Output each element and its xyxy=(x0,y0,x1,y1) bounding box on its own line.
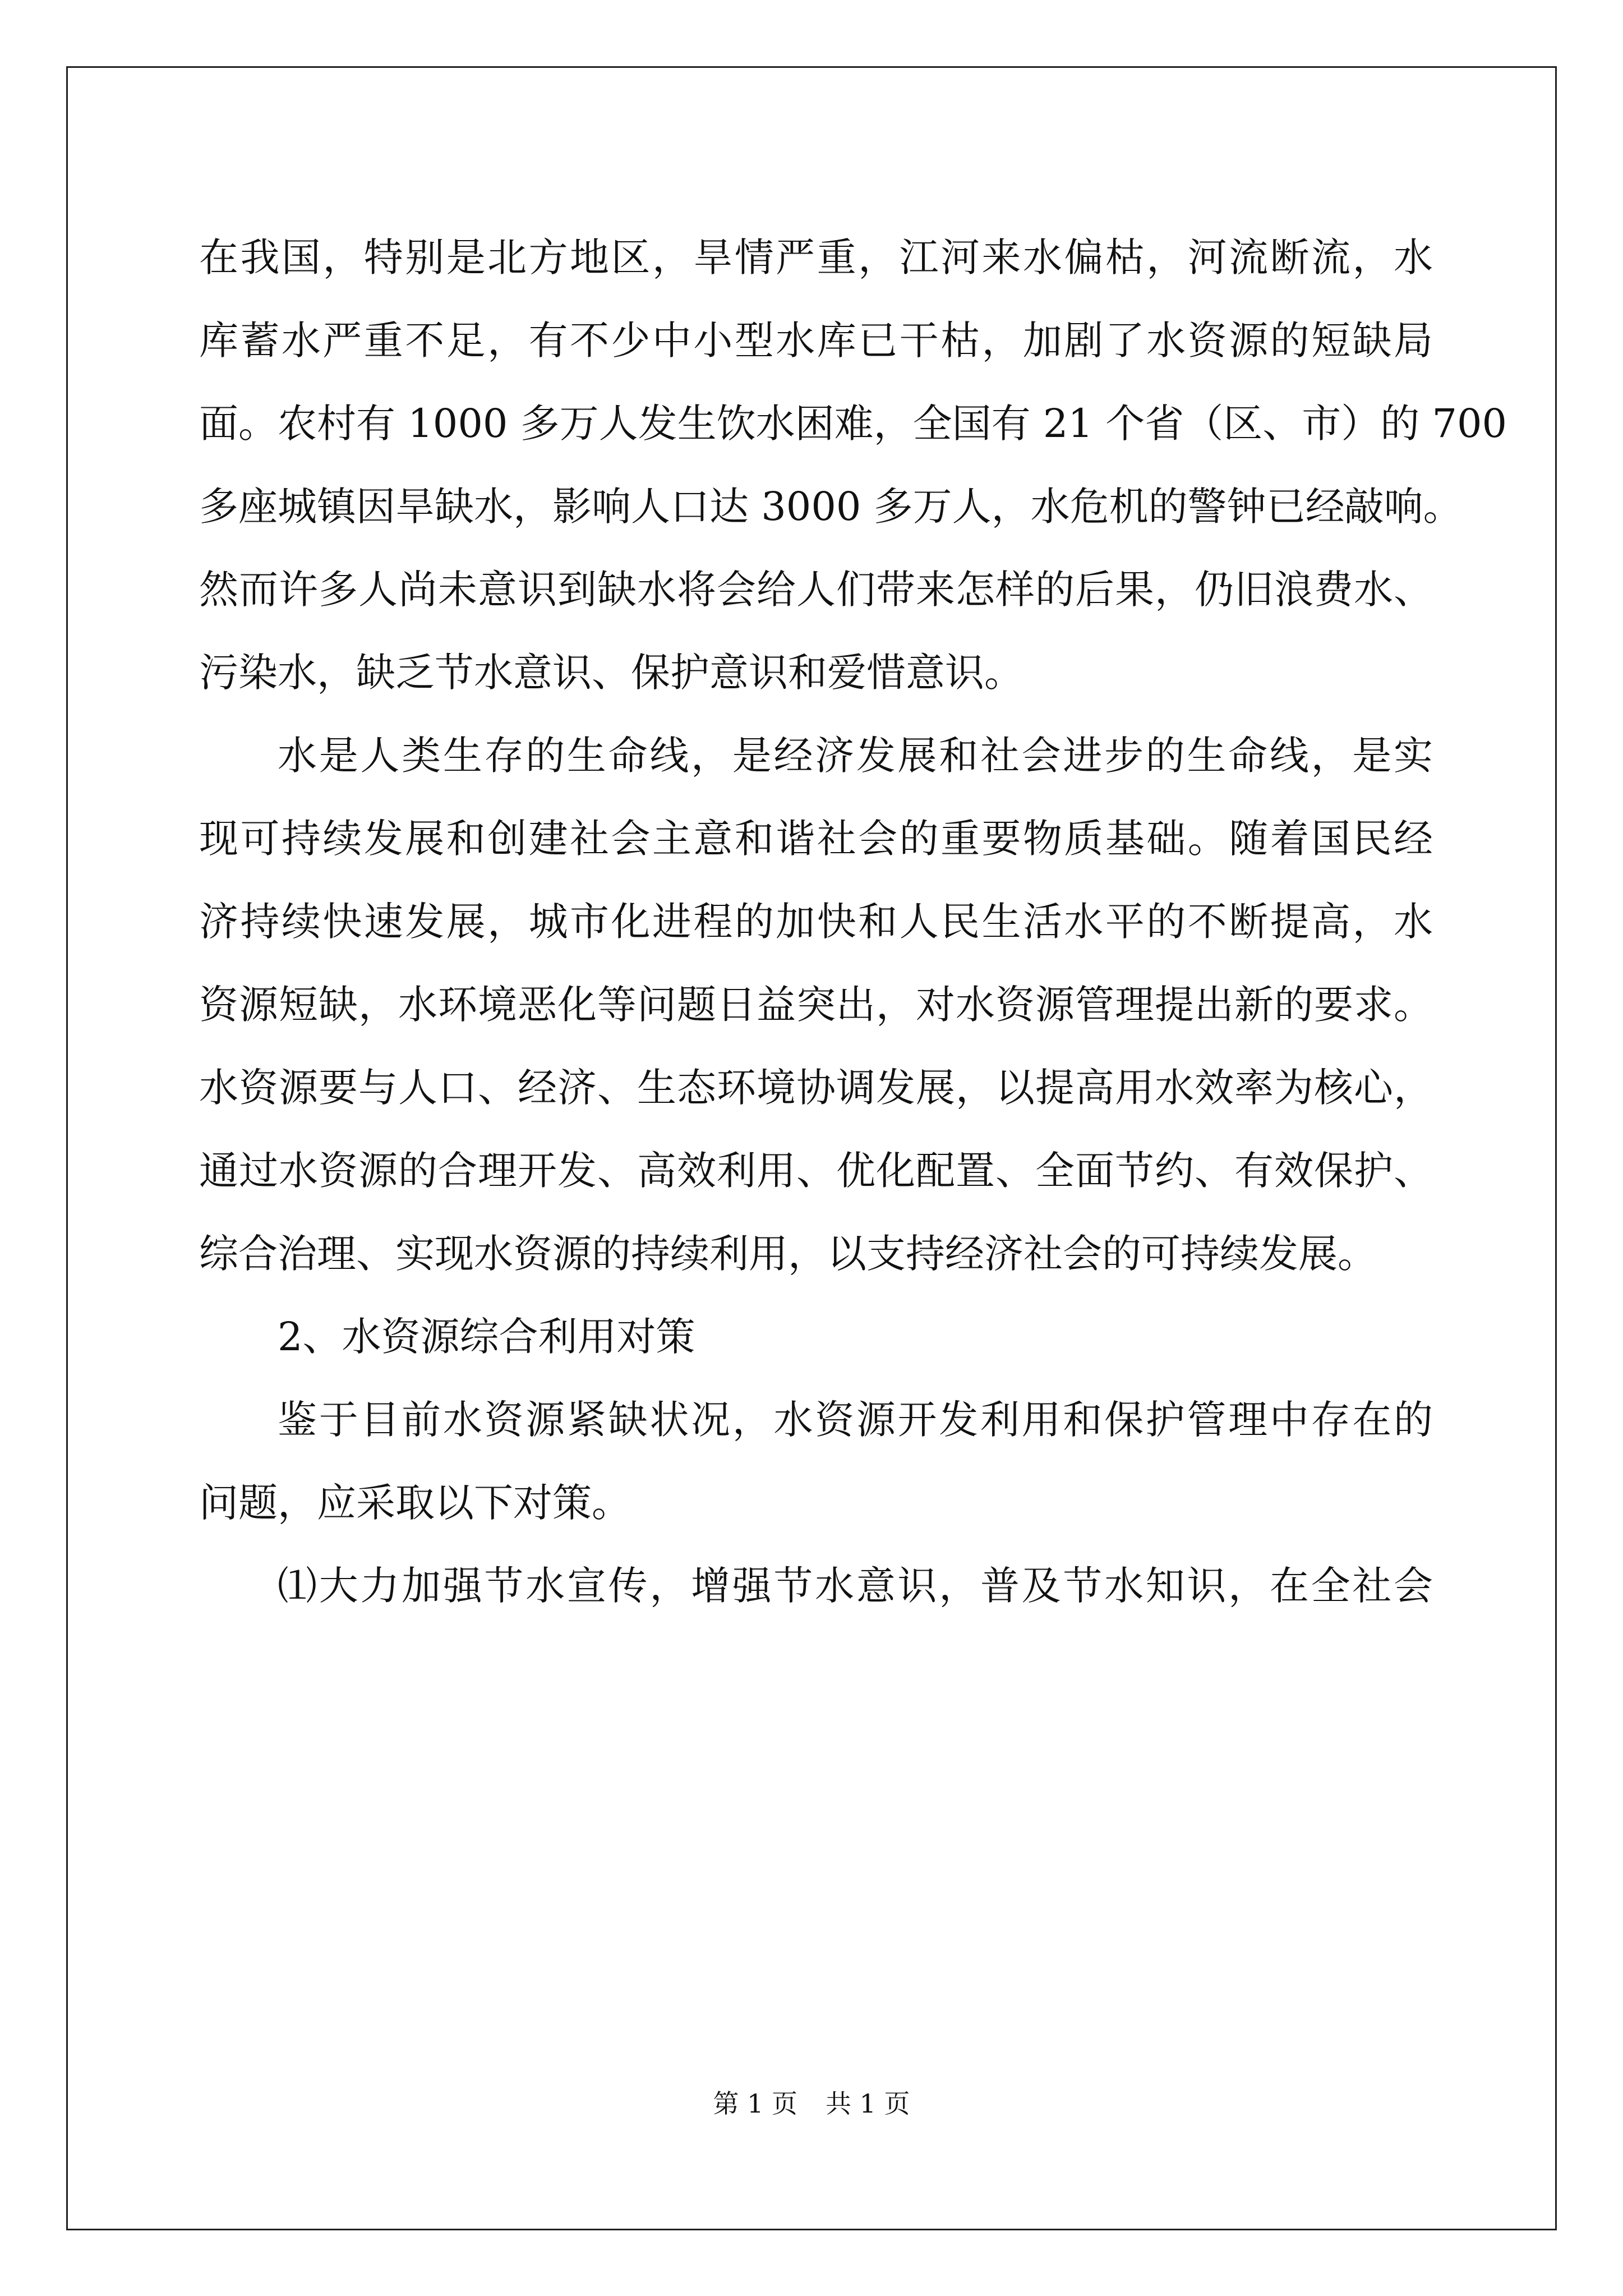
text-line: 济持续快速发展，城市化进程的加快和人民生活水平的不断提高，水 xyxy=(199,899,1433,945)
text-line: 水是人类生存的生命线，是经济发展和社会进步的生命线，是实 xyxy=(278,733,1433,779)
text-line: 通过水资源的合理开发、高效利用、优化配置、全面节约、有效保护、 xyxy=(199,1148,1433,1194)
text-line: 现可持续发展和创建社会主意和谐社会的重要物质基础。随着国民经 xyxy=(199,816,1433,862)
section-heading: 2、水资源综合利用对策 xyxy=(278,1314,695,1360)
text-line: 在我国，特别是北方地区，旱情严重，江河来水偏枯，河流断流，水 xyxy=(199,234,1433,280)
page-footer xyxy=(0,2087,1623,2120)
text-line: 污染水，缺乏节水意识、保护意识和爱惜意识。 xyxy=(199,650,1023,696)
text-line: 水资源要与人口、经济、生态环境协调发展，以提高用水效率为核心， xyxy=(199,1065,1433,1111)
document-body xyxy=(199,216,1507,1627)
text-line: 资源短缺，水环境恶化等问题日益突出，对水资源管理提出新的要求。 xyxy=(199,982,1433,1028)
text-line: 面。农村有 1000 多万人发生饮水困难，全国有 21 个省（区、市）的 700 xyxy=(199,401,1507,447)
text-line: 综合治理、实现水资源的持续利用，以支持经济社会的可持续发展。 xyxy=(199,1231,1377,1277)
text-line: 鉴于目前水资源紧缺状况，水资源开发利用和保护管理中存在的 xyxy=(278,1397,1433,1443)
text-line: 然而许多人尚未意识到缺水将会给人们带来怎样的后果，仍旧浪费水、 xyxy=(199,567,1433,613)
text-line: 问题，应采取以下对策。 xyxy=(199,1480,631,1526)
page-total: 共 1 页 xyxy=(826,2088,910,2119)
text-line: 多座城镇因旱缺水，影响人口达 3000 多万人，水危机的警钟已经敲响。 xyxy=(199,484,1463,530)
text-line: ⑴大力加强节水宣传，增强节水意识，普及节水知识，在全社会 xyxy=(278,1563,1433,1609)
page-number: 第 1 页 xyxy=(713,2088,797,2119)
text-line: 库蓄水严重不足，有不少中小型水库已干枯，加剧了水资源的短缺局 xyxy=(199,318,1433,364)
